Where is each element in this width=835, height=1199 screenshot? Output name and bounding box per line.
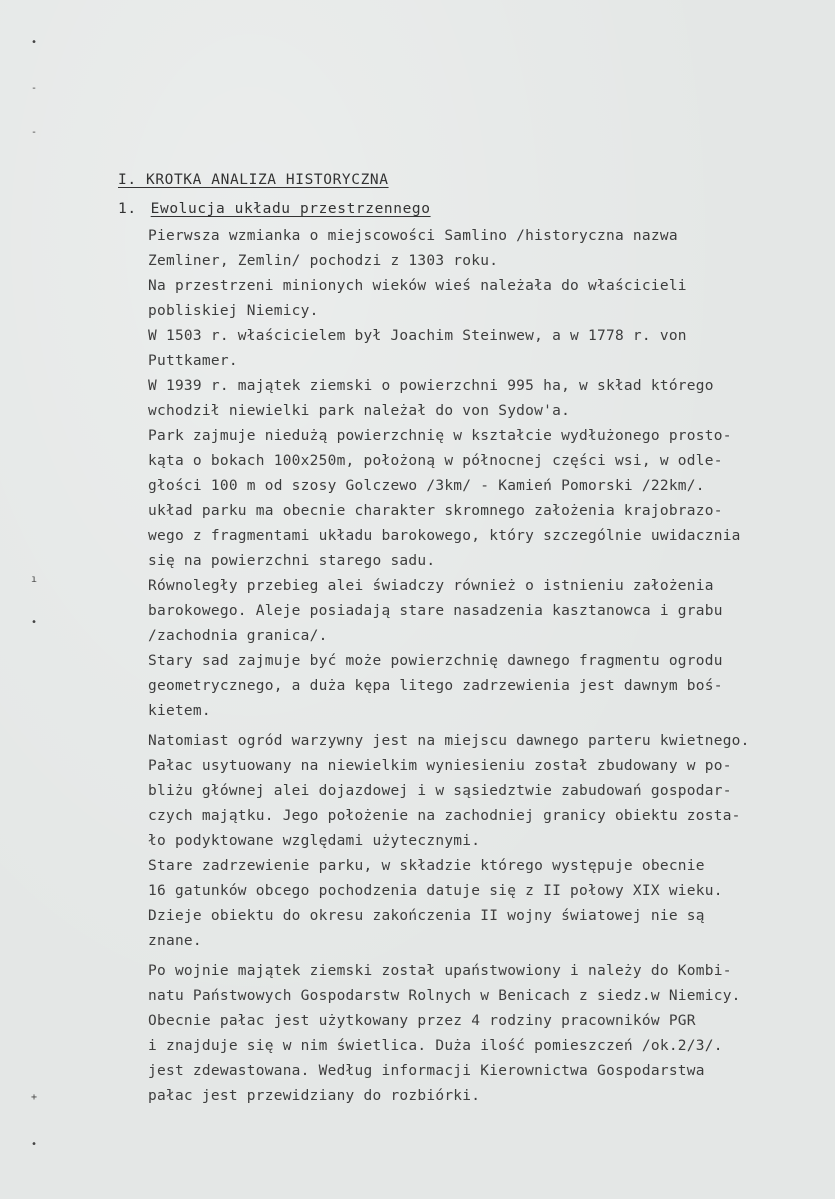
text-line: Stary sad zajmuje być może powierzchnię dawnego fragmentu ogrodu <box>148 653 723 669</box>
text-line: Pałac usytuowany na niewielkim wyniesieniu został zbudowany w po- <box>148 758 732 774</box>
text-line: ło podyktowane względami użytecznymi. <box>148 833 481 849</box>
text-line: 16 gatunków obcego pochodzenia datuje się z II połowy XIX wieku. <box>148 883 723 899</box>
text-line: geometrycznego, a duża kępa litego zadrzewienia jest dawnym boś- <box>148 678 723 694</box>
margin-mark: • <box>31 1139 38 1150</box>
section-title: Ewolucja układu przestrzennego <box>150 201 431 217</box>
text-line: barokowego. Aleje posiadają stare nasadzenia kasztanowca i grabu <box>148 603 723 619</box>
text-line: głości 100 m od szosy Golczewo /3km/ - Kamień Pomorski /22km/. <box>148 478 705 494</box>
text-line: Dzieje obiektu do okresu zakończenia II wojny światowej nie są <box>148 908 705 924</box>
text-line: /zachodnia granica/. <box>148 628 328 644</box>
text-line: pałac jest przewidziany do rozbiórki. <box>148 1088 481 1104</box>
text-line: Równoległy przebieg alei świadczy również o istnieniu założenia <box>148 578 714 594</box>
text-line: układ parku ma obecnie charakter skromnego założenia krajobrazo- <box>148 503 723 519</box>
text-line: Pierwsza wzmianka o miejscowości Samlino /historyczna nazwa <box>148 228 678 244</box>
text-line: i znajduje się w nim świetlica. Duża ilość pomieszczeń /ok.2/3/. <box>148 1038 723 1054</box>
text-line: Po wojnie majątek ziemski został upaństwowiony i należy do Kombi- <box>148 963 732 979</box>
text-line: kietem. <box>148 703 211 719</box>
document-heading: I. KROTKA ANALIZA HISTORYCZNA <box>118 172 389 188</box>
text-line: czych majątku. Jego położenie na zachodniej granicy obiektu zosta- <box>148 808 741 824</box>
text-line: Stare zadrzewienie parku, w składzie którego występuje obecnie <box>148 858 705 874</box>
text-line: W 1503 r. właścicielem był Joachim Steinwew, a w 1778 r. von <box>148 328 687 344</box>
text-line: Puttkamer. <box>148 353 238 369</box>
text-line: znane. <box>148 933 202 949</box>
text-line: bliżu głównej alei dojazdowej i w sąsiedztwie zabudowań gospodar- <box>148 783 732 799</box>
margin-mark: • <box>31 617 38 628</box>
text-line: W 1939 r. majątek ziemski o powierzchni 995 ha, w skład którego <box>148 378 714 394</box>
text-line: jest zdewastowana. Według informacji Kierownictwa Gospodarstwa <box>148 1063 705 1079</box>
margin-mark: • <box>31 37 38 48</box>
text-line: Obecnie pałac jest użytkowany przez 4 rodziny pracowników PGR <box>148 1013 696 1029</box>
text-line: wchodził niewielki park należał do von Sydow'a. <box>148 403 571 419</box>
margin-mark: ı <box>31 574 38 585</box>
section-number: 1. <box>118 201 137 217</box>
text-line: pobliskiej Niemicy. <box>148 303 319 319</box>
margin-mark: + <box>31 1092 38 1103</box>
margin-mark: - <box>31 127 38 138</box>
margin-mark: - <box>31 83 38 94</box>
text-line: natu Państwowych Gospodarstw Rolnych w Benicach z siedz.w Niemicy. <box>148 988 741 1004</box>
text-line: się na powierzchni starego sadu. <box>148 553 436 569</box>
text-line: Park zajmuje niedużą powierzchnię w kształcie wydłużonego prosto- <box>148 428 732 444</box>
section-heading <box>118 201 431 217</box>
text-line: Zemliner, Zemlin/ pochodzi z 1303 roku. <box>148 253 499 269</box>
text-line: Na przestrzeni minionych wieków wieś należała do właścicieli <box>148 278 687 294</box>
text-line: wego z fragmentami układu barokowego, który szczególnie uwidacznia <box>148 528 741 544</box>
text-line: kąta o bokach 100x250m, położoną w północnej części wsi, w odle- <box>148 453 723 469</box>
text-line: Natomiast ogród warzywny jest na miejscu dawnego parteru kwietnego. <box>148 733 750 749</box>
